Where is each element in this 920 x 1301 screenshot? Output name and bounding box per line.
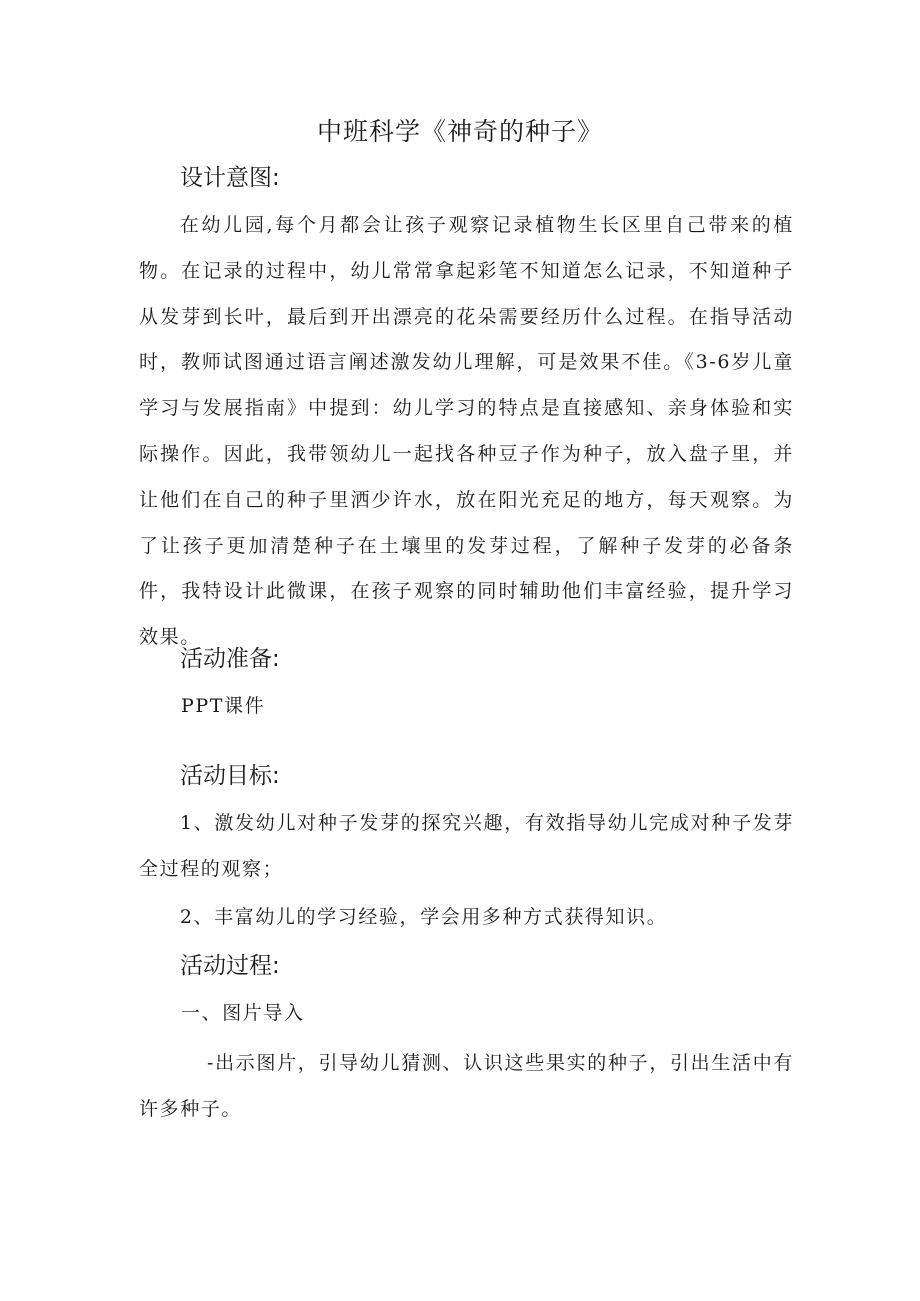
preparation-text: PPT课件 [181,695,266,717]
paragraph-design-intent: 在幼儿园,每个月都会让孩子观察记录植物生长区里自己带来的植物。在记录的过程中，幼儿常常拿起彩笔不知道怎么记录，不知道种子从发芽到长叶，最后到开出漂亮的花朵需要经历什么过程。在指导活动时，教师试图通过语言阐述激发幼儿理解，可是效果不佳。《3-6岁儿童学习与发展指南》中提到：幼儿学习的特点是直接感知、亲身体验和实际操作。因此，我带领幼儿一起找各种豆子作为种子，放入盘子里，并让他们在自己的种子里洒少许水，放在阳光充足的地方，每天观察。为了让孩子更加清楚种子在土壤里的发芽过程，了解种子发芽的必备条件，我特设计此微课，在孩子观察的同时辅助他们丰富经验，提升学习效果。 [139,214,794,649]
heading-design-intent: 设计意图: [180,165,280,191]
heading-process: 活动过程: [180,953,280,979]
heading-goals: 活动目标: [180,763,280,789]
document-title: 中班科学《神奇的种子》 [316,117,603,146]
process-step1-text: -出示图片，引导幼儿猜测、认识这些果实的种子，引出生活中有许多种子。 [139,1052,794,1120]
process-step1-title: 一、图片导入 [181,1002,305,1024]
heading-preparation: 活动准备: [180,646,280,672]
goal-item-1: 1、激发幼儿对种子发芽的探究兴趣，有效指导幼儿完成对种子发芽全过程的观察； [139,812,794,880]
goal-item-2: 2、丰富幼儿的学习经验，学会用多种方式获得知识。 [179,906,668,928]
